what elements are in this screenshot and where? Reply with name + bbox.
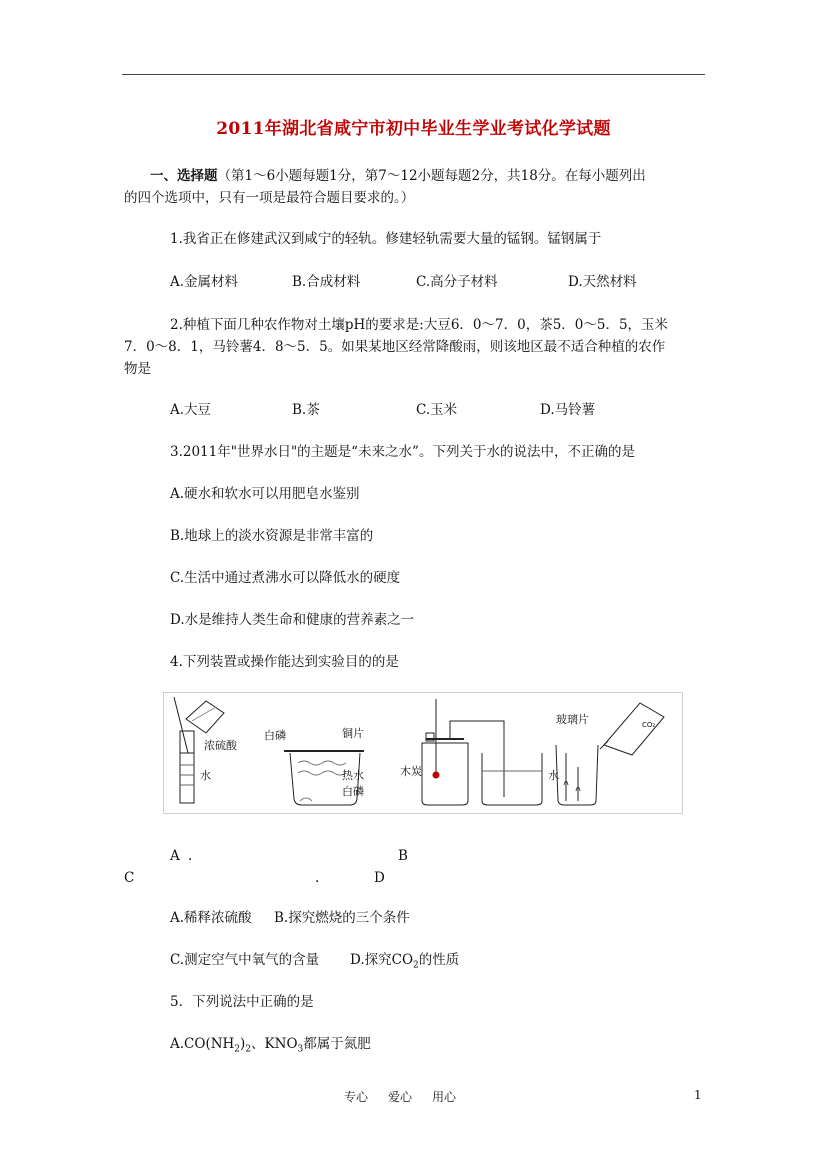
question-1-option-a: A.金属材料 [170, 274, 239, 290]
figure-dot-2: . [315, 870, 320, 886]
question-3-option-a: A.硬水和软水可以用肥皂水鉴别 [170, 486, 360, 502]
question-2-option-c: C.玉米 [416, 402, 458, 418]
q5a-part-2: ) [240, 1036, 246, 1052]
label-b-4: 白磷 [342, 785, 364, 798]
question-2-stem-line-1: 2.种植下面几种农作物对土壤pH的要求是:大豆6．0～7．0，茶5．0～5．5，玉米 [170, 317, 669, 333]
figure-letter-c: C [124, 870, 135, 886]
figure-dot-1: . [188, 848, 193, 864]
label-a-2: 水 [200, 769, 211, 782]
q5a-part-1: A.CO(NH [170, 1036, 235, 1052]
figure-letter-a: A [170, 848, 180, 864]
figure-letter-b: B [398, 848, 408, 864]
question-5-option-a [170, 1034, 371, 1060]
question-2-stem-line-3: 物是 [124, 361, 151, 377]
question-1-option-d: D.天然材料 [568, 274, 637, 290]
label-b-3: 热水 [342, 769, 364, 782]
question-2-option-d: D.马铃薯 [540, 402, 596, 418]
footer-motto-1: 专心 [344, 1090, 369, 1104]
question-4-figure [163, 692, 683, 814]
q5a-sub-2: 2 [245, 1044, 252, 1055]
apparatus-a [174, 697, 238, 803]
footer-motto-3: 用心 [432, 1090, 457, 1104]
question-3-option-b: B.地球上的淡水资源是非常丰富的 [170, 528, 374, 544]
question-3-stem: 3.2011年"世界水日"的主题是“未来之水”。下列关于水的说法中，不正确的是 [170, 444, 635, 460]
page-title: 2011年湖北省咸宁市初中毕业生学业考试化学试题 [216, 119, 611, 139]
section-intro-text-1: （第1～6小题每题1分，第7～12小题每题2分，共18分。在每小题列出 [217, 168, 646, 184]
question-1-stem: 1.我省正在修建武汉到咸宁的轻轨。修建轻轨需要大量的锰钢。锰钢属于 [170, 231, 602, 247]
label-b-2: 铜片 [342, 727, 364, 740]
question-4-option-d [350, 950, 459, 976]
q5a-sub-1: 2 [234, 1044, 241, 1055]
question-2-option-b: B.茶 [292, 402, 320, 418]
label-b-1: 白磷 [264, 729, 286, 742]
label-a-1: 浓硫酸 [204, 739, 237, 752]
question-5-stem: 5．下列说法中正确的是 [170, 994, 314, 1010]
question-3-option-c: C.生活中通过煮沸水可以降低水的硬度 [170, 570, 401, 586]
question-4-option-b: B.探究燃烧的三个条件 [274, 910, 410, 926]
question-1-option-c: C.高分子材料 [416, 274, 498, 290]
q5a-part-4: 都属于氮肥 [303, 1036, 371, 1052]
apparatus-b [264, 726, 364, 805]
label-c-2: 水 [548, 769, 559, 782]
label-d-2: CO₂ [642, 721, 656, 729]
label-d-1: 玻璃片 [556, 713, 589, 726]
apparatus-d [556, 703, 664, 805]
option-d-suffix: 的性质 [418, 952, 460, 968]
footer-motto-2: 爱心 [388, 1090, 413, 1104]
question-4-stem: 4.下列装置或操作能达到实验目的的是 [170, 654, 399, 670]
question-3-option-d: D.水是维持人类生命和健康的营养素之一 [170, 612, 415, 628]
header-rule [122, 74, 705, 75]
q5a-sub-3: 3 [297, 1044, 304, 1055]
section-intro-line-2: 的四个选项中，只有一项是最符合题目要求的。） [124, 190, 415, 206]
figure-letter-d: D [374, 870, 385, 886]
question-2-option-a: A.大豆 [170, 402, 212, 418]
question-4-option-a: A.稀释浓硫酸 [170, 910, 252, 926]
label-c-1: 木炭 [400, 765, 422, 778]
option-d-prefix: D.探究CO [350, 952, 414, 968]
option-d-subscript: 2 [413, 960, 419, 971]
question-4-option-c: C.测定空气中氧气的含量 [170, 952, 320, 968]
question-2-stem-line-2: 7．0～8．1，马铃薯4．8～5．5。如果某地区经常降酸雨，则该地区最不适合种植的农作 [124, 339, 666, 355]
section-intro-line-1 [150, 166, 646, 186]
question-1-option-b: B.合成材料 [292, 274, 361, 290]
q5a-part-3: 、KNO [251, 1036, 298, 1052]
apparatus-c [400, 699, 559, 805]
page-number: 1 [694, 1088, 702, 1102]
section-heading: 一、选择题 [150, 168, 218, 184]
